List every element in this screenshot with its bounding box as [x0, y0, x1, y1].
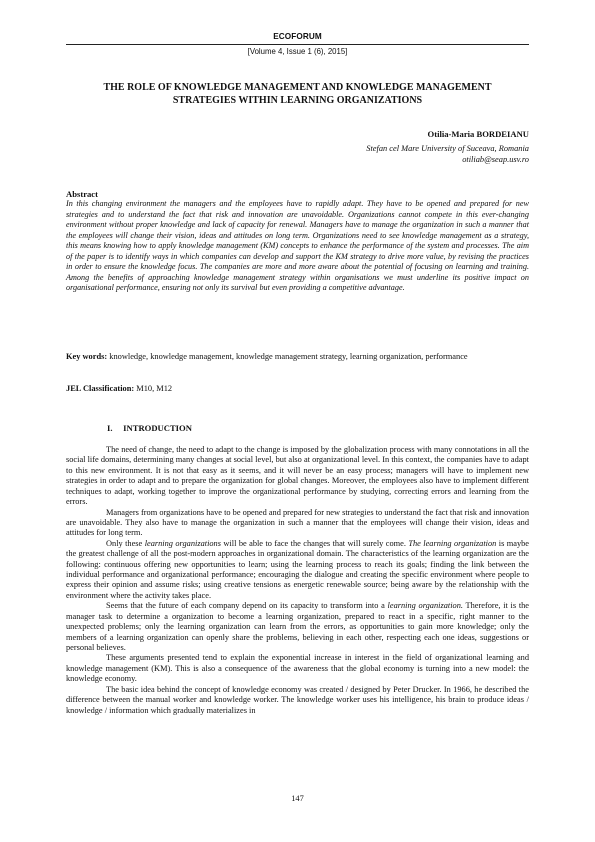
title-line-1: THE ROLE OF KNOWLEDGE MANAGEMENT AND KNOWLEDGE MANAGEMENT	[103, 82, 492, 93]
page-number: 147	[291, 794, 304, 803]
section-title: INTRODUCTION	[123, 423, 192, 433]
jel-classification	[66, 384, 529, 393]
p3-part-c: will be able to face the changes that will surely come.	[220, 538, 409, 548]
keywords-label: Key words:	[66, 352, 108, 361]
abstract-text: In this changing environment the managers and the employees have to rapidly adapt. They have to be opened and prepared for new strategies and to understand the fact that risk and innovation are unavoidable. Organizations cannot compete in this ever-changing environment without proper knowledge and lack of capacity for renewal. Managers have to manage the organization in such a manner that the employees will change their vision, ideas and attitudes on long term. Organizations need to see knowledge management as a strategy, this means knowing how to apply knowledge management (KM) concepts to enhance the performance of the system and processes. The aim of the paper is to identify ways in which companies can develop and support the KM strategy to drive more value, by revising the practices in order to ensure the knowledge focus. The companies are more and more aware about the potential of focusing on learning and training. Among the benefits of approaching knowledge management strategy within organisations we must underline its positive impact on organisational performance, ensuring not only its survival but even providing a competitive advantage.	[66, 199, 529, 293]
p4-part-c: Therefore, it is the manager task to determine a organization to become a learning organization, prepared to react in a specific, right manner to the unexpected problems; only the learning organization can learn from the errors, as opportunities to gain more knowledge; only the members of a learning organization can openly share the problems, believing in each other, respecting each one ideas, suggestions or personal believes.	[66, 601, 530, 653]
author-affiliation: Stefan cel Mare University of Suceava, Romania	[366, 143, 529, 153]
paragraph-1: The need of change, the need to adapt to the change is imposed by the globalization process with many connotations in all the social life domains, determining many changes at social level, but also at organizational level. In this context, the companies have to adapt to this new environment. It is not that easy as it seems, and it will never be an easy process; managers will have to implement new strategies in order to adapt and to prepare the organization for global changes. Moreover, the employees also have to implement different techniques to adapt, working together to improve the organizational performance by studying, correcting errors and learning from the errors.	[66, 445, 529, 507]
paragraph-3	[66, 539, 529, 602]
p3-part-a: Only these	[106, 538, 145, 548]
section-number: I.	[107, 423, 113, 433]
body-text	[66, 445, 529, 716]
author-name: Otilia-Maria BORDEIANU	[427, 129, 529, 139]
title-line-2: STRATEGIES WITHIN LEARNING ORGANIZATIONS	[172, 95, 423, 106]
p3-part-e: is maybe the greatest challenge of all the post-modern approaches in organizational domain. The characteristics of the learning organization are the following: continuous offering new opportunities to learn; using the learning process to reach its goals; finding the link between the individual performance and organizational performance; encouraging the dialogue and creating the specific environment where people to express their opinion and assume risks; using creative tensions as energetic renewable source; being aware by the relationship with the environment where the activity takes place.	[66, 538, 530, 600]
paragraph-5: These arguments presented tend to explain the exponential increase in interest in the field of organizational learning and knowledge management (KM). This is also a consequence of the awareness that the global economy is turning into a new model: the knowledge economy.	[66, 653, 529, 684]
paper-title	[60, 81, 535, 107]
jel-text: M10, M12	[134, 384, 173, 393]
p3-emph-learning-organizations: learning organizations	[144, 538, 221, 548]
paragraph-6: The basic idea behind the concept of knowledge economy was created / designed by Peter Drucker. In 1966, he described the difference between the manual worker and knowledge worker. The knowledge worker uses his intelligence, his brain to produce ideas / knowledge / information which gradually materializes in	[66, 684, 529, 715]
jel-label: JEL Classification:	[66, 384, 135, 393]
author-email: otiliab@seap.usv.ro	[462, 155, 529, 164]
paragraph-4	[66, 601, 529, 653]
keywords	[66, 352, 529, 363]
p3-emph-the-learning-organization: The learning organization	[408, 538, 497, 548]
p4-part-a: Seems that the future of each company depend on its capacity to transform into a	[106, 601, 388, 611]
abstract-heading: Abstract	[66, 189, 98, 199]
keywords-text: knowledge, knowledge management, knowledge management strategy, learning organization, performance	[107, 352, 468, 361]
section-heading	[107, 423, 192, 433]
p4-emph-learning-organization: learning organization.	[387, 601, 463, 611]
paragraph-2: Managers from organizations have to be opened and prepared for new strategies to understand the fact that risk and innovation are unavoidable. They also have to manage the organization in such a manner that the employees will change their vision, ideas and attitudes for long term.	[66, 507, 529, 538]
journal-name: ECOFORUM	[273, 32, 322, 41]
journal-issue: [Volume 4, Issue 1 (6), 2015]	[247, 47, 348, 56]
author-block	[366, 129, 529, 166]
header-rule	[66, 44, 529, 45]
